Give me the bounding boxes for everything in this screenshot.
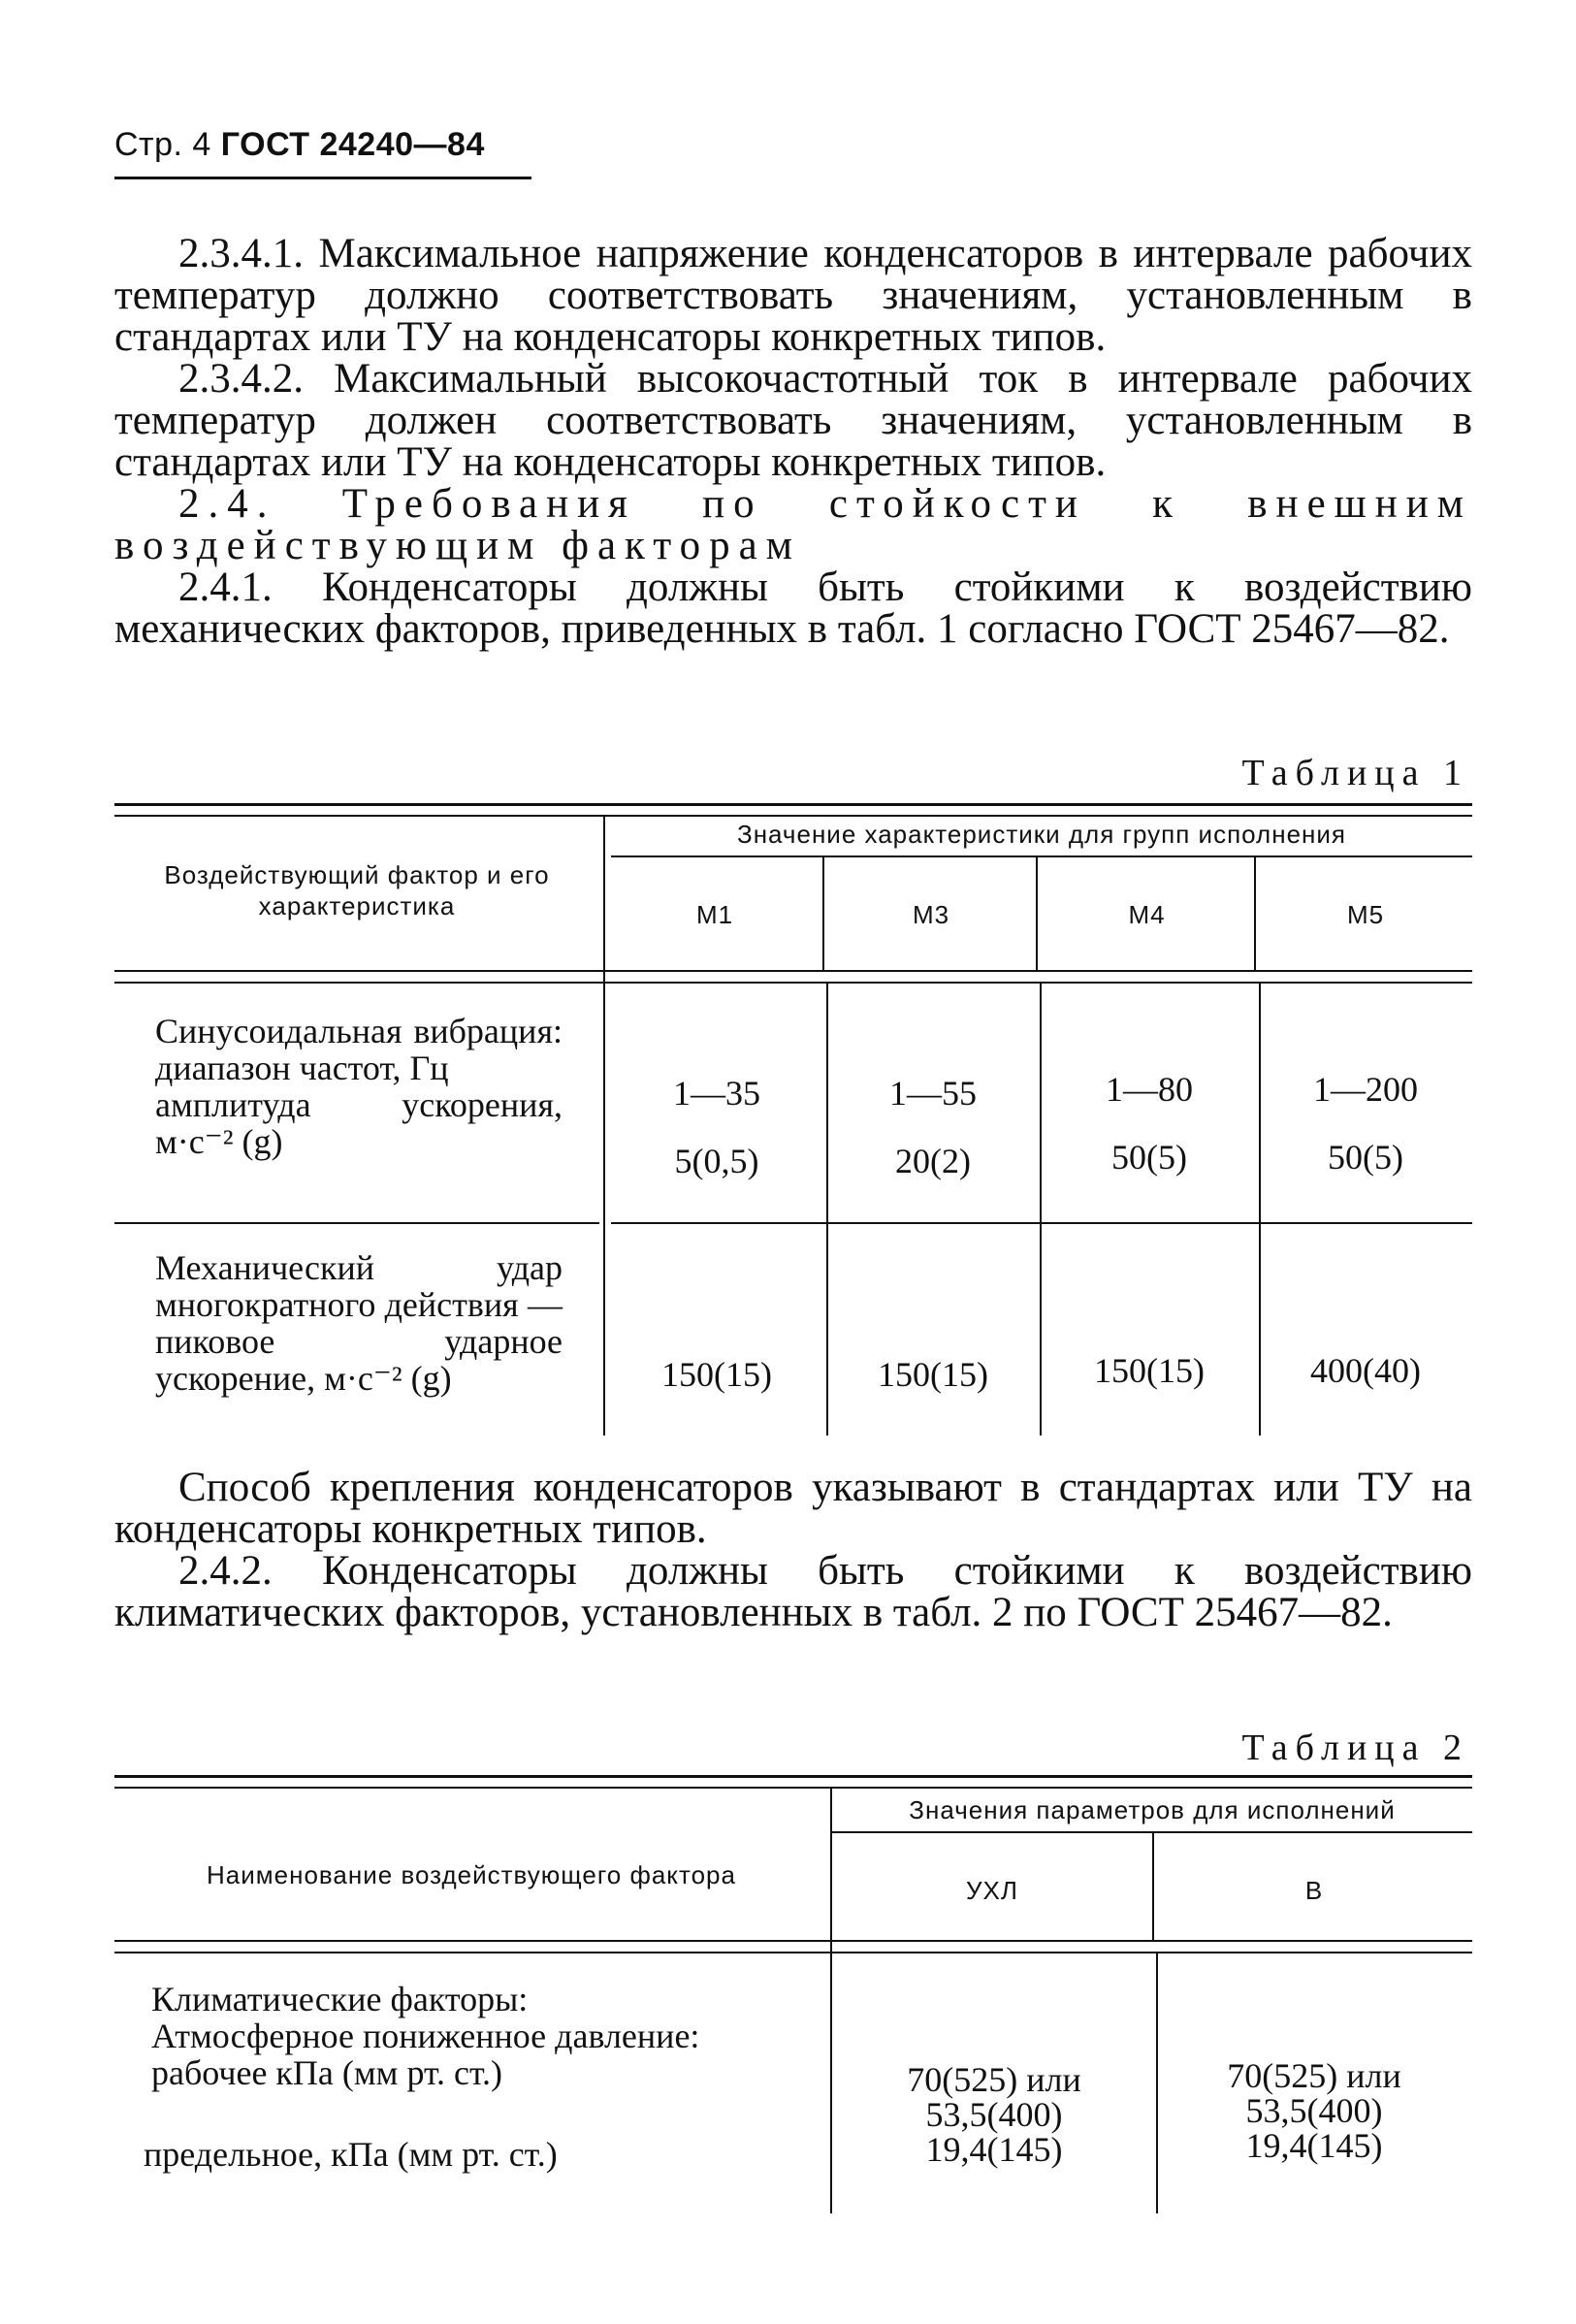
table1-group-m5: М5 [1346, 900, 1385, 929]
table1-row-divider-a [611, 1222, 1472, 1224]
standard-number: ГОСТ 24240—84 [220, 126, 485, 163]
table2-caption: Таблица 2 [1241, 1727, 1469, 1768]
table1-m3-accel: 20(2) [895, 1142, 971, 1180]
table2 [114, 1775, 1472, 2211]
table1-group-m1: М1 [695, 900, 734, 929]
table1-m5-shock: 400(40) [1310, 1351, 1421, 1390]
table1-vline-2-head [822, 855, 824, 970]
table2-title: Климатические факторы: [151, 1980, 529, 2018]
body-text-block-2 [114, 1467, 1472, 1633]
table1-m5-accel: 50(5) [1328, 1138, 1403, 1177]
table2-uhl-working-1: 70(525) или [907, 2060, 1081, 2099]
paragraph-2-3-4-2: 2.3.4.2. Максимальный высокочастотный ток в интервале рабочих температур должен соответствовать значениям, установленным в стандартах или ТУ на конденсаторы конкретных типов. [114, 356, 1472, 485]
table1-group-m4: М4 [1128, 900, 1166, 929]
table1-header-rule [114, 970, 1472, 972]
table2-header-rule [114, 1940, 1472, 1942]
table2-top-rule-2 [114, 1787, 1472, 1789]
table1-m5-freq: 1—200 [1313, 1070, 1418, 1109]
body-text-block-1 [114, 233, 1472, 650]
table2-limit-label: предельное, кПа (мм рт. ст.) [144, 2135, 558, 2174]
table1-row1-sub1: диапазон частот, Гц [155, 1049, 449, 1087]
header-rule [114, 177, 531, 179]
section-heading-2-4: 2.4. Требования по стойкости к внешним воздействующим факторам [114, 481, 1472, 568]
paragraph-2-3-4-1: 2.3.4.1. Максимальное напряжение конденсаторов в интервале рабочих температур должно соответствовать значениям, установленным в стандартах или ТУ на конденсаторы конкретных типов. [114, 231, 1472, 360]
table1-factor-header: Воздействующий фактор и его характеристика [164, 860, 550, 920]
table2-group-header: Значения параметров для исполнений [909, 1795, 1396, 1824]
table1-m3-freq: 1—55 [889, 1074, 977, 1113]
paragraph-2-4-1: 2.4.1. Конденсаторы должны быть стойкими к воздействию механических факторов, приведенных в табл. 1 согласно ГОСТ 25467—82. [114, 565, 1472, 652]
table1-m4-accel: 50(5) [1111, 1138, 1187, 1177]
paragraph-2-4-2: 2.4.2. Конденсаторы должны быть стойкими к воздействию климатических факторов, установленных в табл. 2 по ГОСТ 25467—82. [114, 1548, 1472, 1635]
table1-top-rule [114, 803, 1472, 806]
table2-header-rule-2 [114, 1952, 1472, 1953]
table1 [114, 803, 1472, 1434]
table1-vline-1 [603, 815, 605, 1436]
table1-header-rule-2 [114, 982, 1472, 984]
table2-working-label: рабочее кПа (мм рт. ст.) [151, 2053, 502, 2092]
table1-m1-shock: 150(15) [661, 1355, 772, 1394]
table2-vline-2-head [1152, 1831, 1154, 1940]
paragraph-mounting: Способ крепления конденсаторов указывают в стандартах или ТУ на конденсаторы конкретных типов. [114, 1465, 1472, 1552]
table1-vline-3-head [1036, 855, 1038, 970]
table1-m1-freq: 1—35 [673, 1074, 760, 1113]
table1-row2-label: Механический удар многократного действия — пиковое ударное ускорение, м·с⁻² (g) [155, 1248, 563, 1398]
table1-row1-title: Синусоидальная вибрация: [155, 1012, 563, 1050]
page-label: Стр. 4 [114, 126, 211, 163]
table1-m3-shock: 150(15) [878, 1355, 988, 1394]
table1-row-divider-b [114, 1222, 599, 1224]
table1-group-header: Значение характеристики для групп исполнения [736, 820, 1346, 849]
table1-vline-4-head [1254, 855, 1256, 970]
table2-group-b: В [1304, 1876, 1324, 1905]
table2-sub: Атмосферное пониженное давление: [151, 2017, 700, 2055]
table1-group-rule [611, 855, 1472, 857]
table1-row1-label [155, 1013, 563, 1160]
table1-m4-freq: 1—80 [1106, 1070, 1193, 1109]
table2-top-rule [114, 1775, 1472, 1778]
table2-factor-header: Наименование воздействующего фактора [207, 1860, 736, 1889]
table1-m4-shock: 150(15) [1094, 1351, 1205, 1390]
table1-m1-accel: 5(0,5) [674, 1142, 759, 1180]
table2-uhl-limit: 19,4(145) [925, 2130, 1063, 2169]
page-header [114, 126, 485, 164]
table2-uhl-working-2: 53,5(400) [925, 2095, 1063, 2134]
table1-group-m3: М3 [912, 900, 950, 929]
table2-b-limit: 19,4(145) [1245, 2126, 1383, 2165]
table2-group-uhl: УХЛ [966, 1876, 1018, 1905]
table2-b-working-1: 70(525) или [1227, 2056, 1401, 2095]
table2-b-working-2: 53,5(400) [1245, 2091, 1383, 2130]
table1-row1-sub2: амплитуда ускорения, м·с⁻² (g) [155, 1085, 563, 1161]
table1-caption: Таблица 1 [1241, 753, 1469, 793]
